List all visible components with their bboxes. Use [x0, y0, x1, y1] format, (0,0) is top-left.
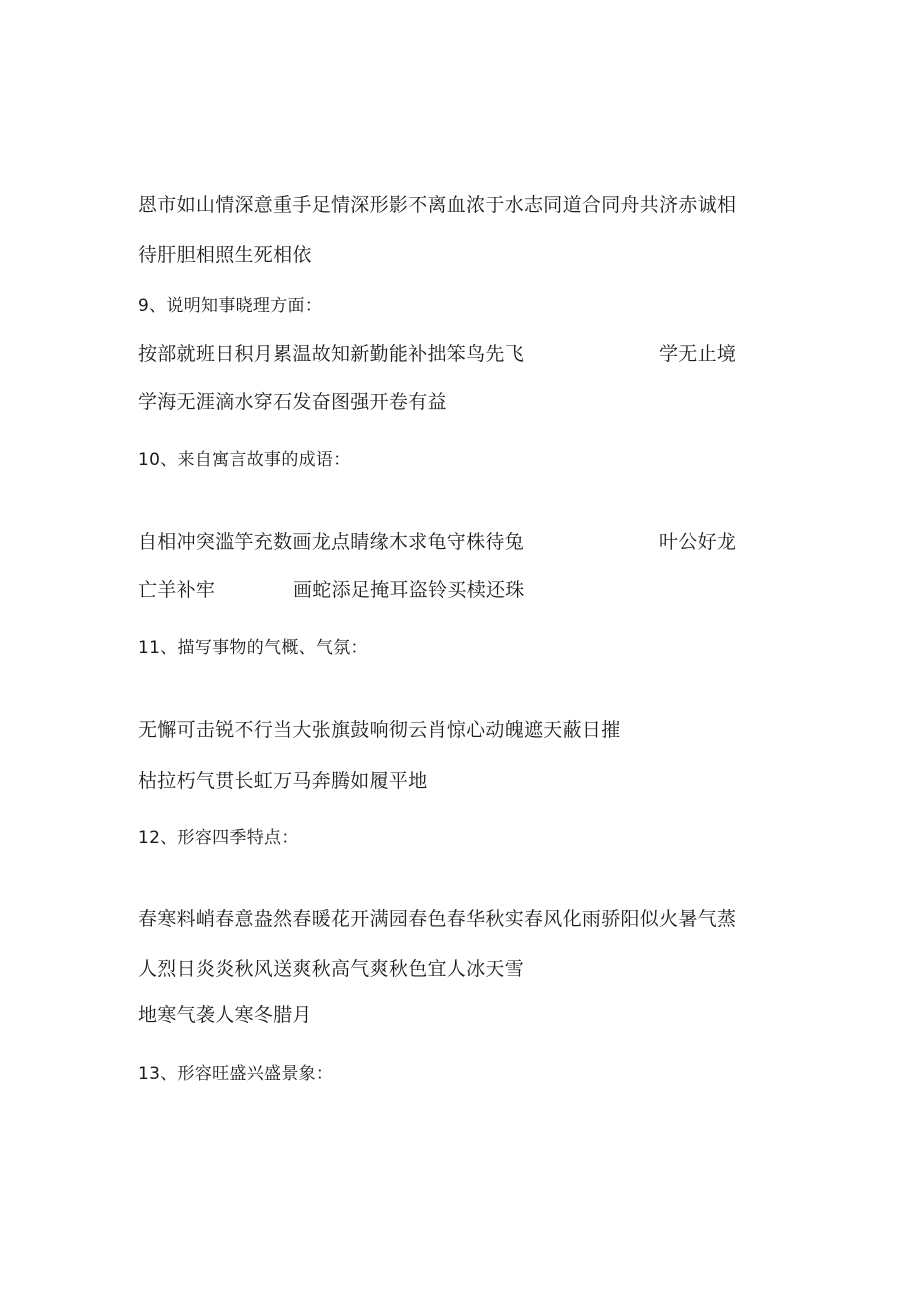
text-segment: 按部就班日积月累温故知新勤能补拙笨鸟先飞 [138, 343, 525, 365]
text-line: 待肝胆相照生死相依 [138, 244, 312, 266]
text-segment: 亡羊补牢 [138, 579, 216, 601]
text-segment: 自相冲突滥竽充数画龙点睛缘木求龟守株待兔 [138, 531, 525, 553]
text-line: 人烈日炎炎秋风送爽秋高气爽秋色宜人冰天雪 [138, 958, 525, 980]
text-segment: 叶公好龙 [659, 531, 737, 553]
text-line: 恩市如山情深意重手足情深形影不离血浓于水志同道合同舟共济赤诚相 [138, 194, 737, 216]
text-segment: 画蛇添足掩耳盗铃买椟还珠 [293, 579, 525, 601]
section-heading-9: 9、说明知事晓理方面： [138, 296, 323, 316]
section-heading-12: 12、形容四季特点： [138, 828, 299, 848]
text-line: 学海无涯滴水穿石发奋图强开卷有益 [138, 391, 447, 413]
text-line: 地寒气袭人寒冬腊月 [138, 1004, 312, 1026]
text-line: 无懈可击锐不行当大张旗鼓响彻云肖惊心动魄遮天蔽日摧 [138, 719, 621, 741]
text-segment: 学无止境 [659, 343, 737, 365]
text-line: 春寒料峭春意盎然春暖花开满园春色春华秋实春风化雨骄阳似火暑气蒸 [138, 908, 737, 930]
section-heading-13: 13、形容旺盛兴盛景象： [138, 1064, 334, 1084]
text-line: 枯拉朽气贯长虹万马奔腾如履平地 [138, 770, 428, 792]
section-heading-11: 11、描写事物的气概、气氛： [138, 638, 368, 658]
section-heading-10: 10、来自寓言故事的成语： [138, 450, 351, 470]
